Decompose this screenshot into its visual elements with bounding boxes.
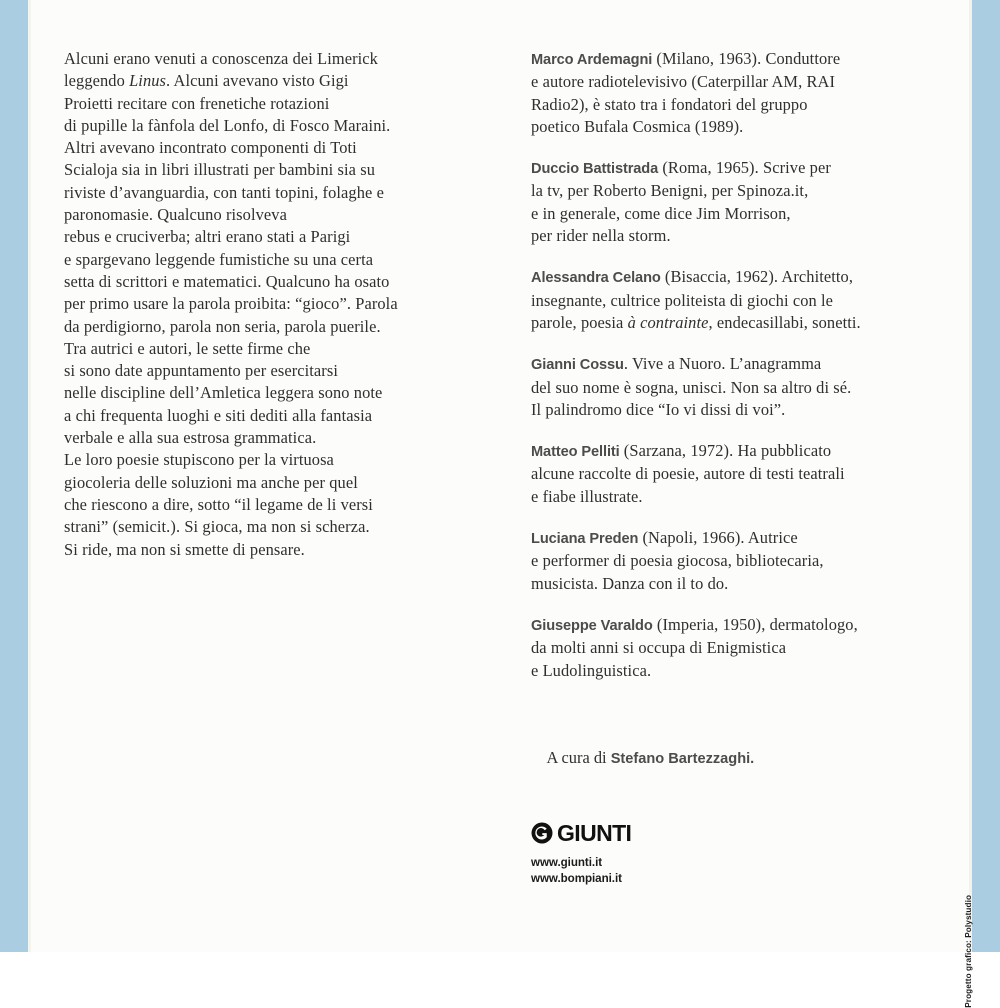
author-bio — [531, 353, 931, 421]
author-name: Marco Ardemagni — [531, 52, 653, 68]
blurb-line: nelle discipline dell’Amletica leggera sono note — [64, 383, 383, 403]
bio-line — [531, 48, 931, 71]
author-name: Duccio Battistrada — [531, 161, 659, 178]
blurb-line: si sono date appuntamento per esercitarsi — [64, 361, 339, 381]
bio-line — [531, 157, 931, 180]
blurb-line: leggendo Linus. Alcuni avevano visto Gigi — [64, 71, 349, 91]
publisher-logo — [531, 820, 631, 846]
blurb-line: per primo usare la parola proibita: “gioco”. Parola — [64, 294, 398, 314]
bio-line — [531, 266, 931, 289]
bio-line — [531, 614, 931, 637]
author-bio — [531, 440, 931, 508]
bio-text: (Roma, 1965). Scrive per — [658, 158, 831, 178]
bio-line: parole, poesia à contrainte, endecasillabi, sonetti. — [531, 312, 861, 332]
editor-credit — [531, 725, 754, 792]
bio-line: e performer di poesia giocosa, bibliotecaria, — [531, 551, 824, 571]
publisher-websites — [531, 855, 631, 886]
giunti-circle-logo-icon — [531, 822, 553, 844]
bio-text: (Napoli, 1966). Autrice — [638, 528, 798, 548]
blurb-line: Le loro poesie stupiscono per la virtuosa — [64, 450, 334, 470]
bio-line: e Ludolinguistica. — [531, 660, 652, 680]
blurb-line: setta di scrittori e matematici. Qualcuno ha osato — [64, 271, 390, 291]
bio-line: e in generale, come dice Jim Morrison, — [531, 203, 791, 223]
bio-line: insegnante, cultrice politeista di giochi con le — [531, 290, 834, 310]
bio-line — [531, 527, 931, 550]
blurb-line: Alcuni erano venuti a conoscenza dei Limerick — [64, 49, 378, 68]
left-edge-band — [0, 0, 28, 952]
blurb-line: di pupille la fànfola del Lonfo, di Fosco Maraini. — [64, 115, 391, 135]
bio-text: (Sarzana, 1972). Ha pubblicato — [619, 441, 832, 461]
blurb-line: verbale e alla sua estrosa grammatica. — [64, 428, 317, 448]
publisher-website-line[interactable]: www.giunti.it — [531, 856, 603, 869]
blurb-line: Tra autrici e autori, le sette firme che — [64, 338, 311, 358]
bio-line: da molti anni si occupa di Enigmistica — [531, 638, 787, 658]
left-edge-seam — [28, 0, 31, 952]
author-bio — [531, 157, 931, 247]
blurb-line: paronomasie. Qualcuno risolveva — [64, 205, 287, 225]
blurb-line: strani” (semicit.). Si gioca, ma non si scherza. — [64, 517, 370, 537]
author-name: Alessandra Celano — [531, 270, 661, 287]
bio-text: (Milano, 1963). Conduttore — [652, 49, 841, 68]
right-edge-band — [972, 0, 1000, 952]
editor-credit-prefix: A cura di — [546, 748, 611, 767]
blurb-line: da perdigiorno, parola non seria, parola puerile. — [64, 316, 381, 336]
blurb-line: rebus e cruciverba; altri erano stati a Parigi — [64, 227, 351, 247]
author-name: Luciana Preden — [531, 531, 639, 548]
blurb-column — [64, 48, 476, 561]
bio-text: (Imperia, 1950), dermatologo, — [652, 614, 858, 634]
bio-line: Il palindromo dice “Io vi dissi di voi”. — [531, 399, 786, 419]
blurb-line: Proietti recitare con frenetiche rotazioni — [64, 93, 330, 113]
bio-line — [531, 440, 931, 463]
bio-text: . Vive a Nuoro. L’anagramma — [623, 354, 822, 374]
blurb-line: a chi frequenta luoghi e siti dediti alla fantasia — [64, 405, 373, 425]
author-bio — [531, 614, 931, 682]
author-bio — [531, 266, 931, 334]
bio-line: e fiabe illustrate. — [531, 486, 643, 506]
bio-line: per rider nella storm. — [531, 226, 671, 246]
bio-text: (Bisaccia, 1962). Architetto, — [660, 267, 854, 287]
bio-line: musicista. Danza con il to do. — [531, 573, 729, 593]
right-edge-seam — [969, 0, 972, 952]
blurb-line: che riescono a dire, sotto “il legame de li versi — [64, 494, 373, 514]
bios-column — [531, 48, 931, 682]
bio-line — [531, 353, 931, 376]
blurb-line: Scialoja sia in libri illustrati per bambini sia su — [64, 160, 376, 180]
publisher-website-line[interactable]: www.bompiani.it — [531, 871, 622, 885]
publisher-name: GIUNTI — [557, 819, 632, 846]
bio-line: poetico Bufala Cosmica (1989). — [531, 116, 744, 136]
bio-line: del suo nome è sogna, unisci. Non sa altro di sé. — [531, 377, 852, 397]
bios-list — [531, 48, 931, 682]
author-name: Gianni Cossu — [531, 357, 624, 374]
blurb-line: riviste d’avanguardia, con tanti topini, folaghe e — [64, 182, 384, 202]
bio-line: la tv, per Roberto Benigni, per Spinoza.it, — [531, 181, 809, 201]
blurb-line: Altri avevano incontrato componenti di Toti — [64, 138, 357, 158]
blurb-line: Si ride, ma non si smette di pensare. — [64, 539, 305, 559]
design-credit: Progetto grafico: Polystudio — [964, 894, 973, 1008]
blurb-line: giocoleria delle soluzioni ma anche per quel — [64, 472, 358, 492]
author-bio — [531, 527, 931, 595]
bio-line: alcune raccolte di poesie, autore di testi teatrali — [531, 464, 845, 484]
bio-line: e autore radiotelevisivo (Caterpillar AM, RAI — [531, 72, 835, 92]
publisher-block — [531, 820, 631, 886]
author-name: Giuseppe Varaldo — [531, 617, 653, 634]
author-name: Matteo Pelliti — [531, 444, 620, 461]
author-bio — [531, 48, 931, 138]
editor-name: Stefano Bartezzaghi. — [610, 751, 755, 767]
bio-line: Radio2), è stato tra i fondatori del gruppo — [531, 94, 808, 114]
blurb-line: e spargevano leggende fumistiche su una certa — [64, 249, 374, 269]
blurb-text — [64, 48, 476, 561]
